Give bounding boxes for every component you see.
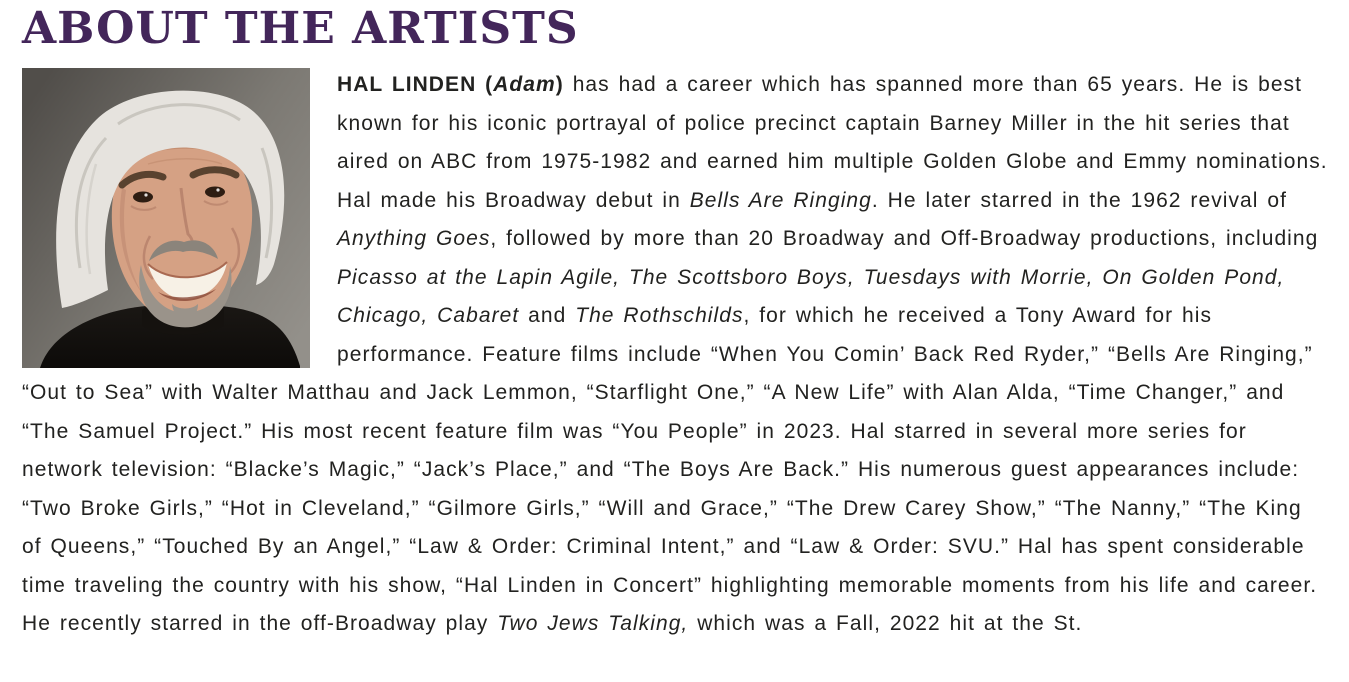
hal-linden-portrait-image: [22, 68, 310, 368]
artist-photo: [22, 68, 310, 368]
page-title: ABOUT THE ARTISTS: [22, 3, 579, 54]
artist-bio: HAL LINDEN (Adam) has had a career which has spanned more than 65 years. He is best known for his iconic portrayal of police precinct captain Barney Miller in the hit series that aired on ABC from 1975-1982 and earned him multiple Golden Globe and Emmy nominations. Hal made his Broadway debut in Bells Are Ringing. He later starred in the 1962 revival of Anything Goes, followed by more than 20 Broadway and Off-Broadway productions, including Picasso at the Lapin Agile, The Scottsboro Boys, Tuesdays with Morrie, On Golden Pond, Chicago, Cabaret and The Rothschilds, for which he received a Tony Award for his performance. Feature films include “When You Comin’ Back Red Ryder,” “Bells Are Ringing,” “Out to Sea” with Walter Matthau and Jack Lemmon, “Starflight One,” “A New Life” with Alan Alda, “Time Changer,” and “The Samuel Project.” His most recent feature film was “You People” in 2023. Hal starred in several more series for network television: “Blacke’s Magic,” “Jack’s Place,” and “The Boys Are Back.” His numerous guest appearances include: “Two Broke Girls,” “Hot in Cleveland,” “Gilmore Girls,” “Will and Grace,” “The Drew Carey Show,” “The Nanny,” “The King of Queens,” “Touched By an Angel,” “Law & Order: Criminal Intent,” and “Law & Order: SVU.” Hal has spent considerable time traveling the country with his show, “Hal Linden in Concert” highlighting memorable moments from his life and career. He recently starred in the off-Broadway play Two Jews Talking, which was a Fall, 2022 hit at the St.: [22, 73, 1328, 635]
